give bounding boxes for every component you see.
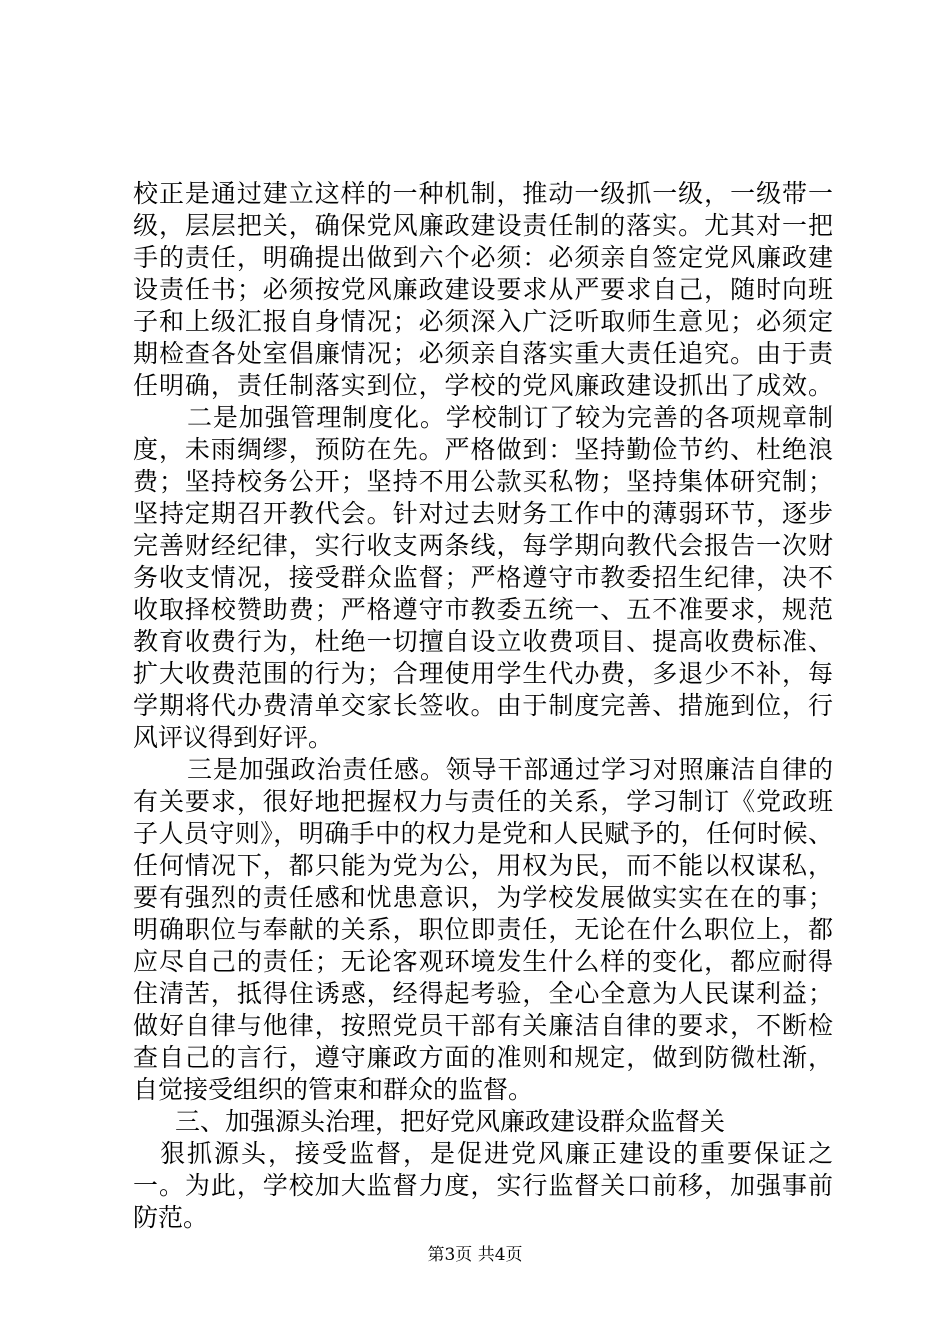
text-line: 度，未雨绸缪，预防在先。严格做到：坚持勤俭节约、杜绝浪	[133, 435, 833, 464]
text-line: 任明确，责任制落实到位，学校的党风廉政建设抓出了成效。	[133, 371, 833, 400]
text-line: 设责任书；必须按党风廉政建设要求从严要求自己，随时向班	[133, 275, 833, 304]
paragraph-start-line: 狠抓源头，接受监督，是促进党风廉正建设的重要保证之	[160, 1139, 833, 1168]
text-line: 期检查各处室倡廉情况；必须亲自落实重大责任追究。由于责	[133, 339, 833, 368]
text-line: 扩大收费范围的行为；合理使用学生代办费，多退少不补，每	[133, 659, 833, 688]
text-line: 风评议得到好评。	[133, 723, 334, 752]
text-line: 任何情况下，都只能为党为公，用权为民，而不能以权谋私，	[133, 851, 833, 880]
text-line: 查自己的言行，遵守廉政方面的准则和规定，做到防微杜渐，	[133, 1043, 833, 1072]
text-line: 收取择校赞助费；严格遵守市教委五统一、五不准要求，规范	[133, 595, 833, 624]
text-line: 级，层层把关，确保党风廉政建设责任制的落实。尤其对一把	[133, 211, 833, 240]
page-number-footer: 第3页 共4页	[427, 1245, 523, 1265]
text-line: 要有强烈的责任感和忧患意识，为学校发展做实实在在的事；	[133, 883, 833, 912]
text-line: 子和上级汇报自身情况；必须深入广泛听取师生意见；必须定	[133, 307, 833, 336]
text-line: 做好自律与他律，按照党员干部有关廉洁自律的要求，不断检	[133, 1011, 833, 1040]
text-line: 完善财经纪律，实行收支两条线，每学期向教代会报告一次财	[133, 531, 833, 560]
text-line: 一。为此，学校加大监督力度，实行监督关口前移，加强事前	[133, 1171, 833, 1200]
paragraph-start-line: 二是加强管理制度化。学校制订了较为完善的各项规章制	[187, 403, 833, 432]
text-line: 学期将代办费清单交家长签收。由于制度完善、措施到位，行	[133, 691, 833, 720]
text-line: 子人员守则》，明确手中的权力是党和人民赋予的，任何时候、	[133, 819, 833, 848]
text-line: 费；坚持校务公开；坚持不用公款买私物；坚持集体研究制；	[133, 467, 833, 496]
text-line: 自觉接受组织的管束和群众的监督。	[133, 1075, 534, 1104]
text-line: 防范。	[133, 1203, 209, 1232]
text-line: 手的责任，明确提出做到六个必须：必须亲自签定党风廉政建	[133, 243, 833, 272]
text-line: 教育收费行为，杜绝一切擅自设立收费项目、提高收费标准、	[133, 627, 833, 656]
text-line: 坚持定期召开教代会。针对过去财务工作中的薄弱环节，逐步	[133, 499, 833, 528]
text-line: 务收支情况，接受群众监督；严格遵守市教委招生纪律，决不	[133, 563, 833, 592]
text-line: 有关要求，很好地把握权力与责任的关系，学习制订《党政班	[133, 787, 833, 816]
text-line: 住清苦，抵得住诱惑，经得起考验，全心全意为人民谋利益；	[133, 979, 833, 1008]
text-line: 应尽自己的责任；无论客观环境发生什么样的变化，都应耐得	[133, 947, 833, 976]
text-line: 明确职位与奉献的关系，职位即责任，无论在什么职位上，都	[133, 915, 833, 944]
paragraph-start-line: 三是加强政治责任感。领导干部通过学习对照廉洁自律的	[187, 755, 833, 784]
text-line: 校正是通过建立这样的一种机制，推动一级抓一级，一级带一	[133, 179, 833, 208]
section-heading: 三、加强源头治理，把好党风廉政建设群众监督关	[175, 1107, 726, 1136]
